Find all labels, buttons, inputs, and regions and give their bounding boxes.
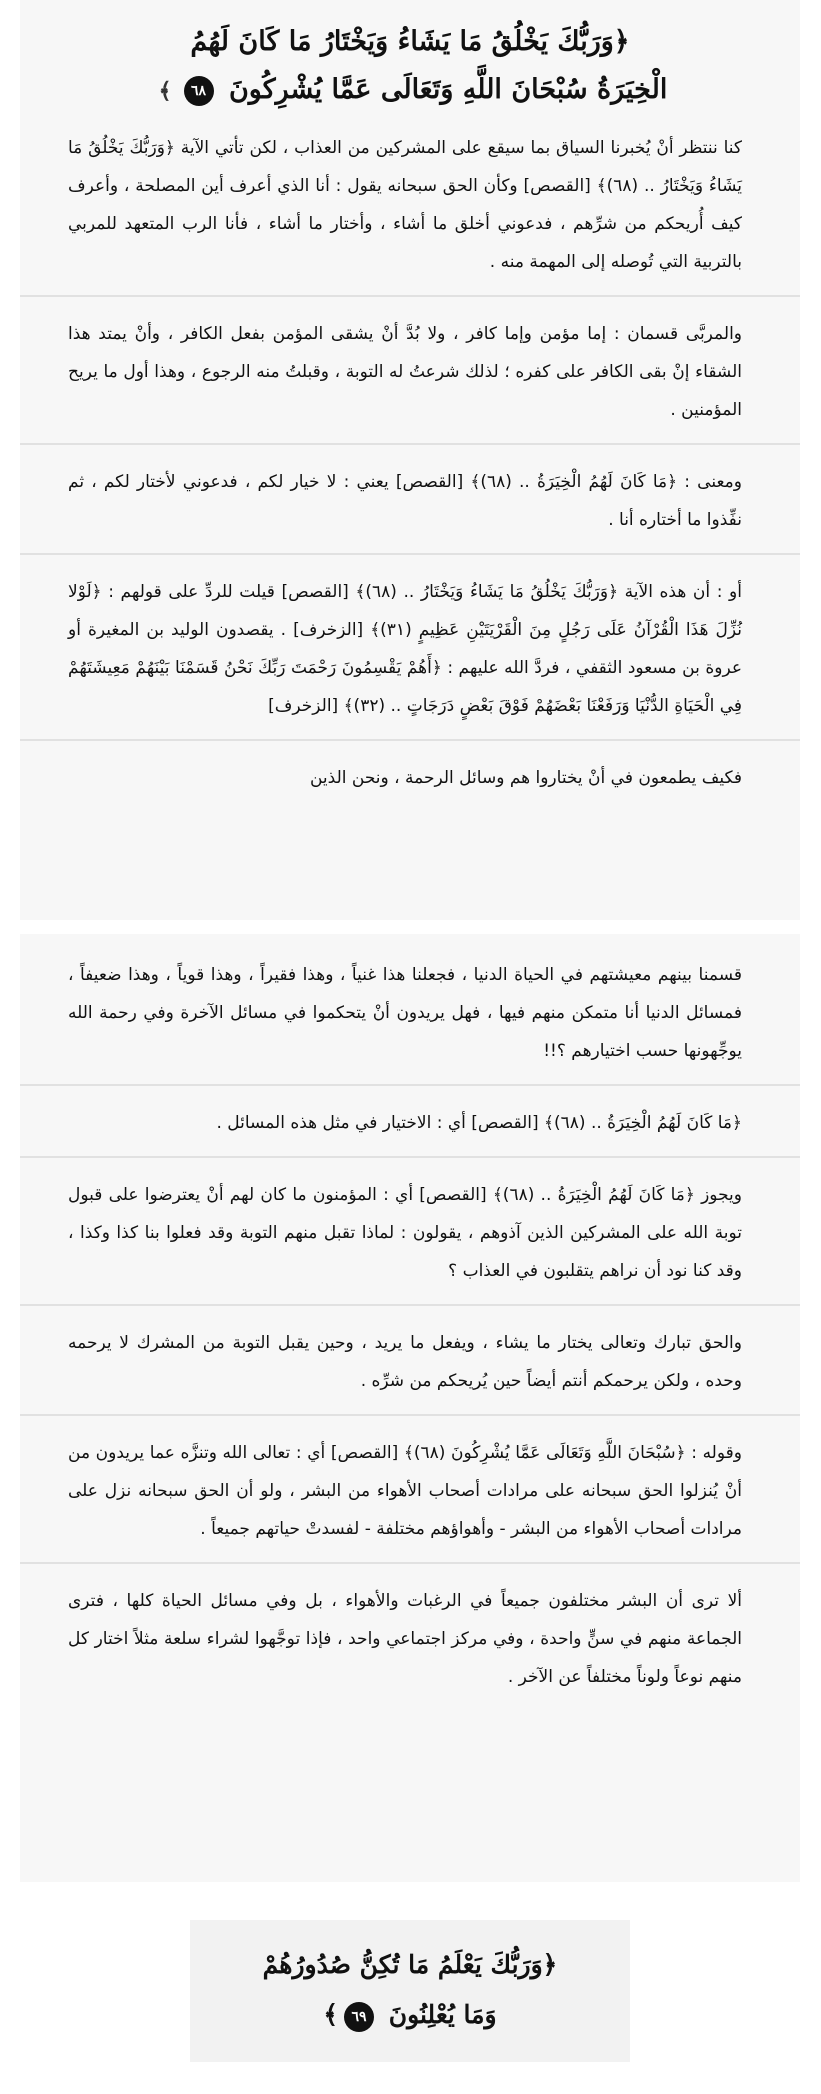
closing-verse (190, 1920, 630, 2062)
closing-verse-line-2 (190, 1990, 630, 2040)
closing-verse-line-2-text: وَمَا يُعْلِنُونَ (388, 2000, 497, 2029)
closing-verse-line-1: ﴿وَرَبُّكَ يَعْلَمُ مَا تُكِنُّ صُدُورُهُمْ (262, 1950, 558, 1979)
paragraph: والمربَّى قسمان : إما مؤمن وإما كافر ، ولا بُدَّ أنْ يشقى المؤمن بفعل الكافر ، وأنْ يمتد هذا الشقاء إنْ بقى الكافر على كفره ؛ لذلك شرعتُ له التوبة ، وقبلتُ منه الرجوع ، وهذا أول ما يريح المؤمنين . (68, 324, 742, 420)
verse-line-2-text: الْخِيَرَةُ سُبْحَانَ اللَّهِ وَتَعَالَى عَمَّا يُشْرِكُونَ (228, 74, 668, 105)
divider (20, 1156, 800, 1158)
divider (20, 739, 800, 741)
verse-heading (20, 0, 800, 129)
paragraph: وقوله : ﴿سُبْحَانَ اللَّهِ وَتَعَالَى عَمَّا يُشْرِكُونَ (٦٨)﴾ [القصص] أي : تعالى الله وتنزَّه عما يريدون من أنْ يُنزلوا الحق سبحانه على مرادات أصحاب الأهواء من البشر ، ولو أن الحق سبحانه نزل على مرادات أصحاب الأهواء من البشر - وأهواؤهم مختلفة - لفسدتْ حياتهم جميعاً . (68, 1443, 742, 1539)
verse-heading-line-1 (50, 18, 770, 66)
divider (20, 295, 800, 297)
divider (20, 443, 800, 445)
verse-heading-line-2 (50, 66, 770, 115)
divider (20, 1304, 800, 1306)
paragraph: ومعنى : ﴿مَا كَانَ لَهُمُ الْخِيَرَةُ .. (٦٨)﴾ [القصص] يعني : لا خيار لكم ، فدعوني لأختار لكم ، ثم نفِّذوا ما أختاره أنا . (68, 472, 742, 530)
page-section-lower (20, 934, 800, 1882)
ornament-icon: ﴾ (323, 2000, 339, 2029)
closing-verse-number-badge: ٦٩ (344, 2002, 374, 2032)
paragraph: ﴿مَا كَانَ لَهُمُ الْخِيَرَةُ .. (٦٨)﴾ [القصص] أي : الاختيار في مثل هذه المسائل . (216, 1113, 742, 1133)
divider (20, 1084, 800, 1086)
paragraph: أو : أن هذه الآية ﴿وَرَبُّكَ يَخْلُقُ مَا يَشَاءُ وَيَخْتَارُ .. (٦٨)﴾ [القصص] قيلت للردِّ على قولهم : ﴿لَوْلا نُزِّلَ هَذَا الْقُرْآنُ عَلَى رَجُلٍ مِنَ الْقَرْيَتَيْنِ عَظِيمٍ (٣١)﴾ [الزخرف] . يقصدون الوليد بن المغيرة أو عروة بن مسعود الثقفي ، فردَّ الله عليهم : ﴿أَهُمْ يَقْسِمُونَ رَحْمَتَ رَبِّكَ نَحْنُ قَسَمْنَا بَيْنَهُمْ مَعِيشَتَهُمْ فِي الْحَيَاةِ الدُّنْيَا وَرَفَعْنَا بَعْضَهُمْ فَوْقَ بَعْضٍ دَرَجَاتٍ .. (٣٢)﴾ [الزخرف] (68, 582, 742, 716)
divider (20, 553, 800, 555)
verse-number-badge: ٦٨ (184, 76, 214, 106)
verse-line-1-text: ﴿وَرَبُّكَ يَخْلُقُ مَا يَشَاءُ وَيَخْتَارُ مَا كَانَ لَهُمُ (190, 26, 630, 57)
paragraph: والحق تبارك وتعالى يختار ما يشاء ، ويفعل ما يريد ، وحين يقبل التوبة من المشرك لا يرحمه وحده ، ولكن يرحمكم أنتم أيضاً حين يُريحكم من شرِّه . (68, 1333, 742, 1391)
paragraph: فكيف يطمعون في أنْ يختاروا هم وسائل الرحمة ، ونحن الذين (309, 768, 742, 788)
paragraph: كنا ننتظر أنْ يُخبرنا السياق بما سيقع على المشركين من العذاب ، لكن تأتي الآية ﴿وَرَبُّكَ يَخْلُقُ مَا يَشَاءُ وَيَخْتَارُ .. (٦٨)﴾ [القصص] وكأن الحق سبحانه يقول : أنا الذي أعرف أين المصلحة ، وأعرف كيف أُريحكم من شرِّهم ، فدعوني أخلق ما أشاء ، وأختار ما أشاء ، فأنا الرب المتعهد للمربي بالتربية التي تُوصله إلى المهمة منه . (68, 138, 743, 272)
divider (20, 1562, 800, 1564)
paragraph: قسمنا بينهم معيشتهم في الحياة الدنيا ، فجعلنا هذا غنياً ، وهذا فقيراً ، وهذا قوياً ، وهذا ضعيفاً ، فمسائل الدنيا أنا متمكن منهم فيها ، فهل يريدون أنْ يتحكموا في مسائل الآخرة وفي رحمة الله يوجِّهونها حسب اختيارهم ؟!! (68, 965, 742, 1061)
ornament-icon: ﴾ (158, 78, 172, 104)
paragraph: ويجوز ﴿مَا كَانَ لَهُمُ الْخِيَرَةُ .. (٦٨)﴾ [القصص] أي : المؤمنون ما كان لهم أنْ يعترضوا على قبول توبة الله على المشركين الذين آذوهم ، يقولون : لماذا تقبل منهم التوبة وقد فعلوا بنا كذا وكذا ، وقد كنا نود أن نراهم يتقلبون في العذاب ؟ (68, 1185, 743, 1281)
page-section-upper (20, 0, 800, 920)
paragraph: ألا ترى أن البشر مختلفون جميعاً في الرغبات والأهواء ، بل وفي مسائل الحياة كلها ، فترى الجماعة منهم في سنٍّ واحدة ، وفي مركز اجتماعي واحد ، فإذا توجَّهوا لشراء سلعة مثلاً اختار كل منهم نوعاً ولوناً مختلفاً عن الآخر . (68, 1591, 742, 1687)
divider (20, 1414, 800, 1416)
